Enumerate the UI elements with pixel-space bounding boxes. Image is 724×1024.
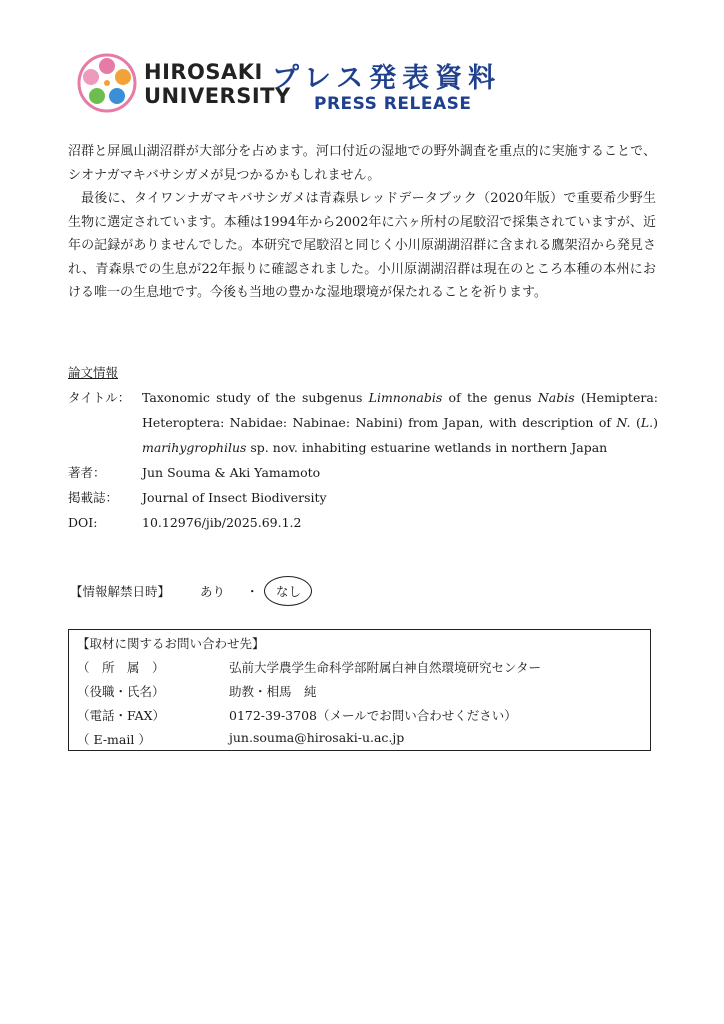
paragraph-2: 最後に、タイワンナガマキバサシガメは青森県レッドデータブック（2020年版）で重要希少野生生物に選定されています。本種は1994年から2002年に六ヶ所村の尾駮沼で採集されていますが、近年の記録がありませんでした。本研究で尾駮沼と同じく小川原湖湖沼群に含まれる鷹架沼から発見され、青森県での生息が22年振りに確認されました。小川原湖湖沼群は現在のところ本種の本州における唯一の生息地です。今後も当地の豊かな湿地環境が保たれることを祈ります。 — [68, 191, 656, 300]
paper-doi-label: DOI: — [68, 515, 98, 530]
paper-title-label: タイトル： — [68, 390, 131, 405]
paper-info — [68, 360, 658, 535]
contact-row-name — [77, 682, 647, 704]
university-name-line2: UNIVERSITY — [144, 84, 291, 108]
paper-journal: Journal of Insect Biodiversity — [142, 490, 327, 505]
paper-journal-row — [68, 485, 658, 510]
press-release-title-jp: プレス発表資料 — [272, 63, 502, 94]
contact-value: 弘前大学農学生命科学部附属白神自然環境研究センター — [229, 660, 542, 675]
contact-key: （ E-mail ） — [77, 732, 151, 747]
embargo-label: 【情報解禁日時】 — [70, 584, 171, 599]
paper-title: Taxonomic study of the subgenus Limnonabis of the genus Nabis (Hemiptera: Heteroptera: Nabidae: Nabinae: Nabini) from Japan, with description of N. (L.) marihygrophilus sp. nov. inhabiting estuarine wetlands in northern Japan — [142, 390, 658, 455]
embargo-option-no: なし — [276, 584, 302, 599]
paper-info-heading: 論文情報 — [68, 365, 119, 380]
university-name — [144, 60, 291, 108]
embargo-option-yes: あり — [200, 584, 226, 599]
paper-title-row — [68, 385, 658, 460]
paper-authors-row — [68, 460, 658, 485]
contact-row-phone — [77, 706, 647, 728]
contact-box — [68, 629, 651, 751]
contact-email-link[interactable]: jun.souma@hirosaki-u.ac.jp — [229, 730, 405, 745]
contact-row-email — [77, 730, 647, 752]
paper-journal-label: 掲載誌： — [68, 490, 119, 505]
contact-key: （電話・FAX） — [77, 708, 166, 723]
contact-title: 【取材に関するお問い合わせ先】 — [77, 636, 265, 651]
header — [76, 52, 636, 122]
embargo-separator: ・ — [246, 584, 259, 599]
embargo-section — [70, 580, 370, 608]
contact-key: （役職・氏名） — [77, 684, 165, 699]
body-text — [68, 140, 656, 305]
paragraph-1: 沼群と屏風山湖沼群が大部分を占めます。河口付近の湿地での野外調査を重点的に実施することで、シオナガマキバサシガメが見つかるかもしれません。 — [68, 144, 656, 183]
contact-value: 助教・相馬 純 — [229, 684, 317, 699]
university-logo-icon — [76, 52, 138, 114]
press-release-title-en: PRESS RELEASE — [314, 94, 472, 114]
paper-doi-row — [68, 510, 658, 535]
contact-value: 0172-39-3708（メールでお問い合わせください） — [229, 708, 517, 723]
contact-row-affiliation — [77, 658, 647, 680]
paper-authors-label: 著者： — [68, 465, 106, 480]
paper-authors: Jun Souma & Aki Yamamoto — [142, 465, 321, 480]
contact-key: （ 所 属 ） — [77, 660, 165, 675]
university-name-line1: HIROSAKI — [144, 60, 263, 84]
paper-doi: 10.12976/jib/2025.69.1.2 — [142, 515, 302, 530]
